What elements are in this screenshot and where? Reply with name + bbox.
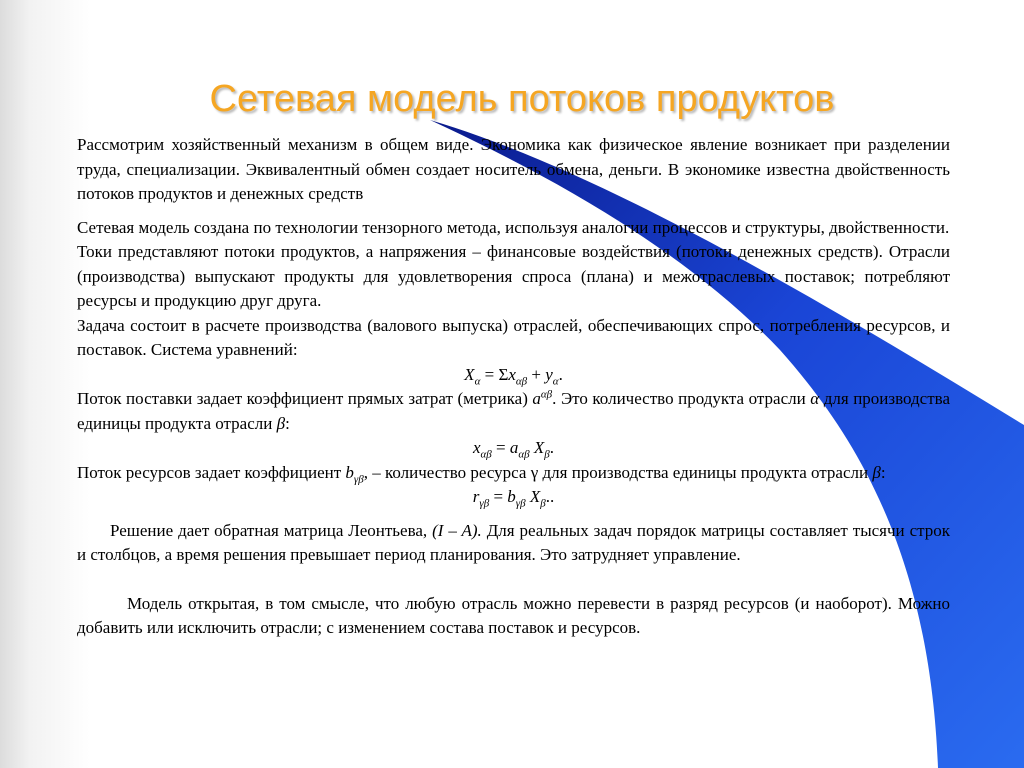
paragraph-network-model: Сетевая модель создана по технологии тензорного метода, используя аналогии процессов и структуры, двойственности. (77, 217, 950, 237)
equation-resource: $r_{\gamma\beta} = b_{\gamma\beta}$ $X_\beta$.. (472, 487, 555, 510)
paragraph-supply-flow: Поток поставки задает коэффициент прямых затрат (метрика) $a^{\alpha\beta}$. Это количество продукта отрасли α для производства единицы продукта отрасли β: (77, 388, 950, 433)
paragraph-resource-flow: Поток ресурсов задает коэффициент $b_{\gamma\beta}$, – количество ресурса γ для производства единицы продукта отрасли β: (77, 462, 886, 485)
slide-title: Сетевая модель потоков продуктов (209, 78, 835, 120)
equation-supply: $x_{\alpha\beta} = a_{\alpha\beta}$ $X_\beta$. (472, 438, 555, 461)
equation-balance: $X_\alpha = \Sigma x_{\alpha\beta} + y_\alpha$. (464, 364, 563, 387)
paragraph-currents: Токи представляют потоки продуктов, а напряжения – финансовые воздействия (потоки денежных средств). Отрасли (производства) выпускают продукты для удовлетворения спроса (плана) и межотраслевых поставок; потребляют ресурсы и продукцию друг друга. (77, 242, 950, 310)
paragraph-intro: Рассмотрим хозяйственный механизм в общем виде. Экономика как физическое явление возникает при разделении труда, специализации. Эквивалентный обмен создает носитель обмена, деньги. В экономике известна двойственность потоков продуктов и денежных средств (77, 135, 950, 203)
slide-content (77, 133, 950, 641)
paragraph-leontief-solution: Решение дает обратная матрица Леонтьева, (I – A). Для реальных задач порядок матрицы составляет тысячи строк и столбцов, а время решения превышает период планирования. Это затрудняет управление. (77, 520, 951, 564)
paragraph-open-model: Модель открытая, в том смысле, что любую отрасль можно перевести в разряд ресурсов (и наоборот). Можно добавить или исключить отрасли; с изменением состава поставок и ресурсов. (77, 593, 950, 637)
paragraph-task: Задача состоит в расчете производства (валового выпуска) отраслей, обеспечивающих спрос, потребления ресурсов, и поставок. Система уравнений: (77, 315, 950, 359)
